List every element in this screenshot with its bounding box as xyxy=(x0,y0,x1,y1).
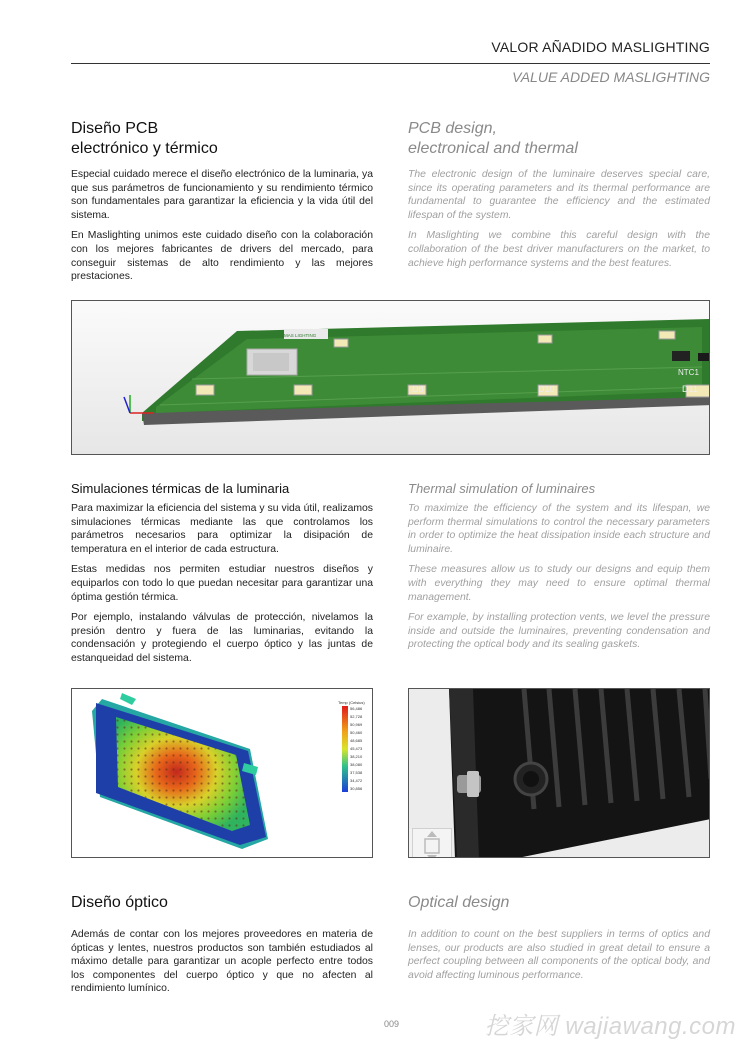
legend-value: 45,473 xyxy=(350,746,363,751)
pcb-title-en-line2: electronical and thermal xyxy=(408,140,578,157)
page-number: 009 xyxy=(384,1019,400,1029)
pcb-paragraph-en-2: In Maslighting we combine this careful design with the collaboration of the best driver manufacturers on the market, to achieve high performance systems and the best features. xyxy=(408,230,710,269)
watermark: 挖家网 wajiawang.com xyxy=(484,1013,736,1040)
board-label-d8: D8 xyxy=(412,384,424,394)
legend-value: 38,210 xyxy=(350,754,363,759)
legend-value: 50,969 xyxy=(350,722,363,727)
legend-value: 50,460 xyxy=(350,730,363,735)
thermal-paragraph-es-3: Por ejemplo, instalando válvulas de protección, nivelamos la presión dentro y fuera de las luminarias, evitando la condensación y protegiendo el cuerpo óptico y las juntas de estanqueidad del sistema. xyxy=(71,612,373,664)
pcb-text-es xyxy=(71,168,373,291)
luminaire-vent-photo xyxy=(408,688,710,858)
pcb-title-es xyxy=(71,119,218,159)
vent-photo-illustration xyxy=(409,689,710,858)
thermal-paragraph-es-2: Estas medidas nos permiten estudiar nuestros diseños y equiparlos con todo lo que puedan necesitar para garantizar una óptima gestión térmica. xyxy=(71,564,373,603)
legend-value: 34,472 xyxy=(350,778,363,783)
thermal-paragraph-en-3: For example, by installing protection vents, we level the pressure inside and outside the luminaires, preventing condensation and protecting the optical body and its sealing gaskets. xyxy=(408,612,710,651)
legend-value: 56,486 xyxy=(350,706,363,711)
thermal-paragraph-en-2: These measures allow us to study our designs and equip them with everything they may need to ensure optimal thermal management. xyxy=(408,564,710,603)
header-title-es: VALOR AÑADIDO MASLIGHTING xyxy=(491,39,710,55)
thermal-simulation-image xyxy=(71,688,373,858)
optical-paragraph-es-1: Además de contar con los mejores proveedores en materia de ópticas y lentes, nuestros productos son también estudiados al máximo detalle para garantizar un acople perfecto entre todos los componentes del cuerpo óptico y que no afecten al rendimiento lumínico. xyxy=(71,929,373,995)
board-label-ntc1: NTC1 xyxy=(678,368,699,377)
header-divider xyxy=(71,63,710,64)
optical-title-en: Optical design xyxy=(408,894,510,911)
optical-title-es: Diseño óptico xyxy=(71,894,168,911)
optical-text-en xyxy=(408,928,710,989)
pcb-render-image xyxy=(71,300,710,455)
thermal-text-en xyxy=(408,502,710,659)
pcb-paragraph-es-2: En Maslighting unimos este cuidado diseño con la colaboración con los mejores fabricantes de drivers del mercado, para conseguir sistemas de alto rendimiento y las mejores prestaciones. xyxy=(71,230,373,283)
thermal-paragraph-en-1: To maximize the efficiency of the system and its lifespan, we perform thermal simulations to control the necessary parameters in order to optimize the heat dissipation inside each structure and luminaire. xyxy=(408,503,710,555)
legend-value: 38,080 xyxy=(350,762,363,767)
board-label-d10: D10 xyxy=(538,384,555,394)
vent-detail-icon xyxy=(412,828,452,858)
thermal-paragraph-es-1: Para maximizar la eficiencia del sistema y su vida útil, realizamos simulaciones térmicas mediante las que controlamos los parámetros necesarios para optimizar la disipación de temperatura en el interior de cada estructura. xyxy=(71,503,373,555)
legend-value: 37,538 xyxy=(350,770,363,775)
optical-text-es xyxy=(71,928,373,1003)
pcb-text-en xyxy=(408,168,710,277)
legend-value: 52,728 xyxy=(350,714,363,719)
legend-value: 48,685 xyxy=(350,738,363,743)
thermal-legend-scale xyxy=(350,705,362,793)
optical-paragraph-en-1: In addition to count on the best suppliers in terms of optics and lenses, our products are also studied in great detail to ensure a perfect coupling between all components of the optical body, and avoid affecting luminous performance. xyxy=(408,929,710,981)
board-label-logo: MAS LIGHTING xyxy=(284,333,317,338)
thermal-title-es: Simulaciones térmicas de la luminaria xyxy=(71,481,290,496)
pcb-title-es-line2: electrónico y térmico xyxy=(71,140,218,157)
header-title-en: VALUE ADDED MASLIGHTING xyxy=(512,69,710,85)
pcb-title-en xyxy=(408,119,578,159)
pcb-paragraph-es-1: Especial cuidado merece el diseño electrónico de la luminaria, ya que sus parámetros de funcionamiento y su rendimiento térmico son fundamentales para garantizar la eficiencia y la vida útil del sistema. xyxy=(71,169,373,221)
thermal-luminaire-illustration xyxy=(72,689,373,858)
pcb-title-es-line1: Diseño PCB xyxy=(71,120,159,137)
thermal-legend-title: Temp (Celsius) xyxy=(338,700,365,705)
thermal-title-en: Thermal simulation of luminaires xyxy=(408,481,596,496)
pcb-paragraph-en-1: The electronic design of the luminaire deserves special care, since its operating parameters and its thermal performance are fundamental to guarantee the efficiency and the estimated lifespan of the system. xyxy=(408,169,710,221)
thermal-text-es xyxy=(71,502,373,673)
pcb-title-en-line1: PCB design, xyxy=(408,120,497,137)
board-label-d11: D11 xyxy=(682,384,698,394)
pcb-board-illustration xyxy=(72,301,710,455)
legend-value: 30,856 xyxy=(350,786,363,791)
